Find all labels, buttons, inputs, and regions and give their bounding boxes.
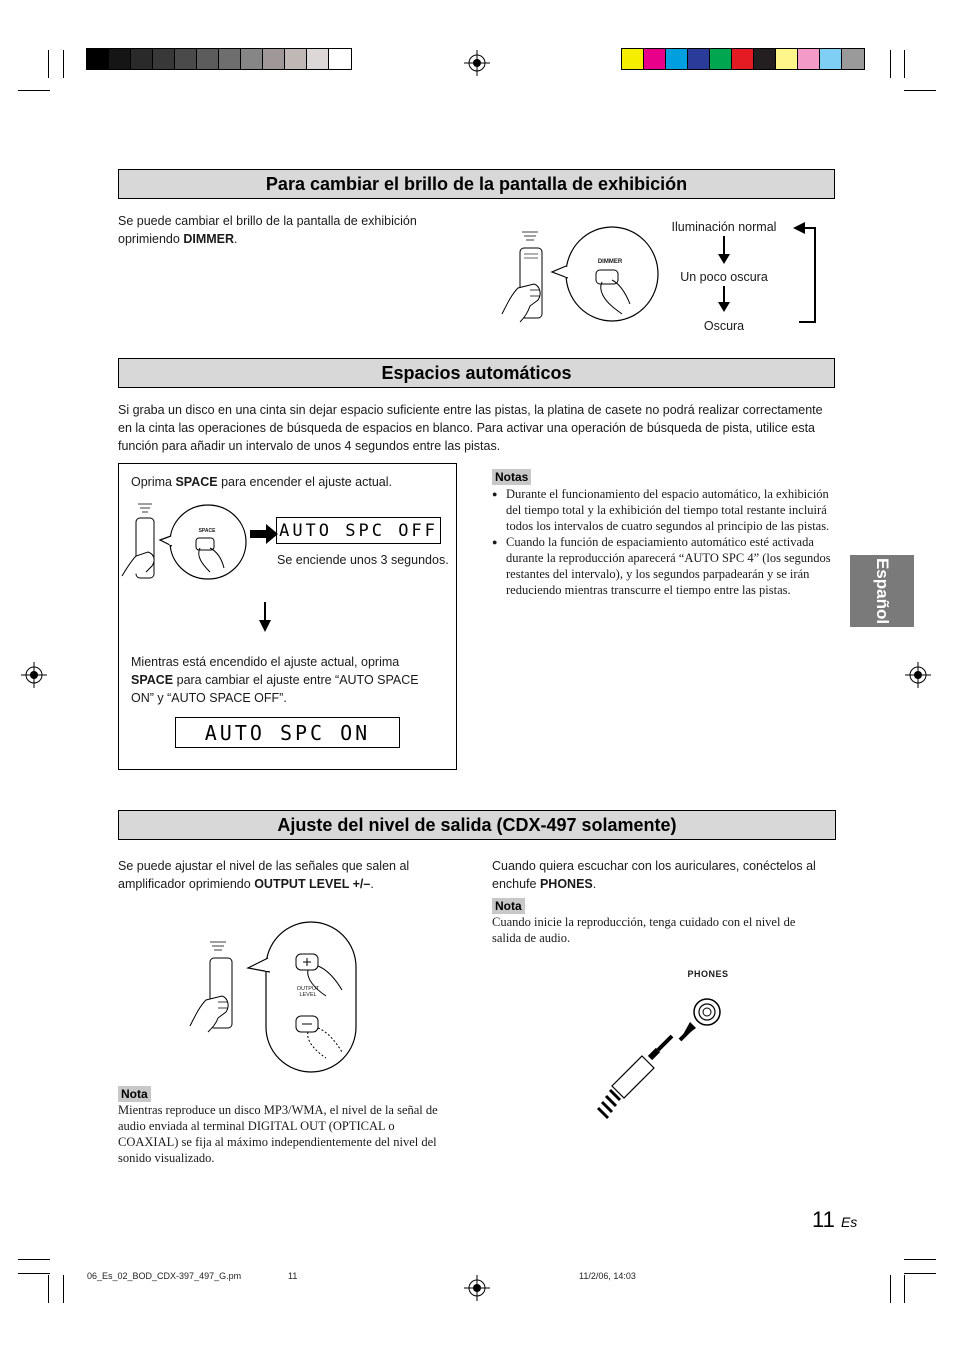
step1-after: para encender el ajuste actual. — [217, 475, 393, 489]
output-text-end: . — [370, 877, 374, 891]
remote-dimmer-illustration — [494, 224, 664, 326]
registration-mark-right-icon — [905, 662, 931, 688]
note-item: ● Durante el funcionamiento del espacio automático, la exhibición del tiempo total y la exhibición del tiempo total restante incluirá todos los intervalos de cuatro segundos al principio de las pistas. — [492, 486, 834, 534]
lights-note: Se enciende unos 3 segundos. — [277, 553, 449, 567]
output-level-description — [118, 857, 438, 893]
output-level-section-title: Ajuste del nivel de salida (CDX-497 solamente) — [118, 810, 836, 840]
color-swatch — [754, 49, 776, 69]
phones-text: Cuando quiera escuchar con los auriculares, conéctelos al enchufe — [492, 859, 816, 891]
color-swatch — [842, 49, 864, 69]
step2-text — [131, 653, 441, 707]
color-swatch — [622, 49, 644, 69]
page-language: Es — [840, 1214, 858, 1230]
footer-date: 11/2/06, 14:03 — [579, 1271, 636, 1281]
footer-file: 06_Es_02_BOD_CDX-397_497_G.pm — [87, 1271, 242, 1281]
auto-space-notes — [492, 486, 834, 598]
dimmer-section-title: Para cambiar el brillo de la pantalla de exhibición — [118, 169, 835, 199]
output-level-key: OUTPUT LEVEL +/– — [254, 877, 371, 891]
language-tab-label: Español — [873, 557, 892, 625]
step2-key: SPACE — [131, 673, 174, 687]
registration-mark-top-icon — [464, 50, 490, 76]
brightness-cycle-arrows — [705, 220, 825, 326]
gray-swatch — [307, 49, 329, 69]
gray-swatch — [87, 49, 109, 69]
phones-key: PHONES — [539, 877, 593, 891]
phones-note-label: Nota — [492, 898, 525, 914]
color-swatch — [732, 49, 754, 69]
language-tab — [850, 555, 914, 627]
phones-note: Cuando inicie la reproducción, tenga cuidado con el nivel de salida de audio. — [492, 915, 796, 945]
dimmer-button-label: DIMMER — [597, 259, 623, 265]
step-down-arrow — [256, 602, 274, 632]
lcd-auto-spc-on: AUTO SPC ON — [175, 717, 400, 748]
level-dim: Un poco oscura — [680, 270, 768, 284]
output-label-line1: OUTPUT — [296, 986, 320, 992]
output-level-note: Mientras reproduce un disco MP3/WMA, el nivel de la señal de audio enviada al terminal DIGITAL OUT (OPTICAL o COAXIAL) se fija al máximo independientemente del nivel del sonido visualizado. — [118, 1103, 438, 1165]
color-swatch — [666, 49, 688, 69]
gray-swatch — [153, 49, 175, 69]
color-swatch — [644, 49, 666, 69]
registration-mark-left-icon — [21, 662, 47, 688]
phones-text-end: . — [592, 877, 597, 891]
gray-swatch — [285, 49, 307, 69]
gray-swatch — [175, 49, 197, 69]
color-calibration-bar — [621, 48, 865, 70]
color-swatch — [776, 49, 798, 69]
gray-swatch — [197, 49, 219, 69]
gray-swatch — [241, 49, 263, 69]
auto-space-intro: Si graba un disco en una cinta sin dejar espacio suficiente entre las pistas, la platina de casete no podrá realizar correctamente en la cinta las operaciones de búsqueda de espacios en blanco. Para activar una operación de búsqueda de pista, utilice esta función para añadir un intervalo de unos 4 segundos entre las pistas. — [118, 403, 823, 453]
step2-before: Mientras está encendido el ajuste actual, oprima — [131, 655, 400, 669]
step1-before: Oprima — [131, 475, 176, 489]
step1-key: SPACE — [175, 475, 218, 489]
notes-label: Notas — [492, 469, 531, 485]
step2-after: para cambiar el ajuste entre “AUTO SPACE ON” y “AUTO SPACE OFF”. — [131, 673, 419, 705]
page-number-value: 11 — [812, 1207, 835, 1232]
gray-swatch — [131, 49, 153, 69]
gray-swatch — [219, 49, 241, 69]
lcd-auto-spc-off: AUTO SPC OFF — [276, 517, 441, 544]
space-button-label: SPACE — [198, 528, 216, 534]
output-label-line2: LEVEL — [299, 992, 317, 998]
color-swatch — [710, 49, 732, 69]
headphone-plug-icon — [588, 990, 728, 1130]
gray-swatch — [329, 49, 351, 69]
gray-swatch — [263, 49, 285, 69]
gray-swatch — [109, 49, 131, 69]
remote-output-level-illustration — [186, 918, 358, 1074]
level-dark: Oscura — [703, 319, 745, 333]
output-note-label: Nota — [118, 1086, 151, 1102]
color-swatch — [798, 49, 820, 69]
dimmer-text: Se puede cambiar el brillo de la pantalla de exhibición oprimiendo — [118, 214, 417, 246]
output-text: Se puede ajustar el nivel de las señales que salen al amplificador oprimiendo — [118, 859, 410, 891]
color-swatch — [820, 49, 842, 69]
level-normal: Iluminación normal — [671, 220, 777, 234]
note-item: ● Cuando la función de espaciamiento automático esté activada durante la reproducción aparecerá “AUTO SPC 4” (los segundos restantes del intervalo), y los segundos parpadearán y se irán reduciendo mientras transcurre el tiempo entre las pistas. — [492, 534, 834, 598]
remote-space-illustration — [120, 500, 280, 584]
step1-text — [131, 473, 451, 491]
dimmer-text-end: . — [234, 232, 238, 246]
dimmer-key: DIMMER — [183, 232, 235, 246]
phones-jack-label: PHONES — [687, 969, 729, 979]
auto-space-section-title: Espacios automáticos — [118, 358, 835, 388]
color-swatch — [688, 49, 710, 69]
output-level-button-label — [290, 986, 326, 998]
page-number — [812, 1207, 857, 1233]
registration-mark-bottom-icon — [464, 1275, 490, 1301]
footer-page: 11 — [288, 1271, 298, 1281]
phones-description — [492, 857, 834, 893]
dimmer-description — [118, 212, 448, 248]
gray-calibration-bar — [86, 48, 352, 70]
